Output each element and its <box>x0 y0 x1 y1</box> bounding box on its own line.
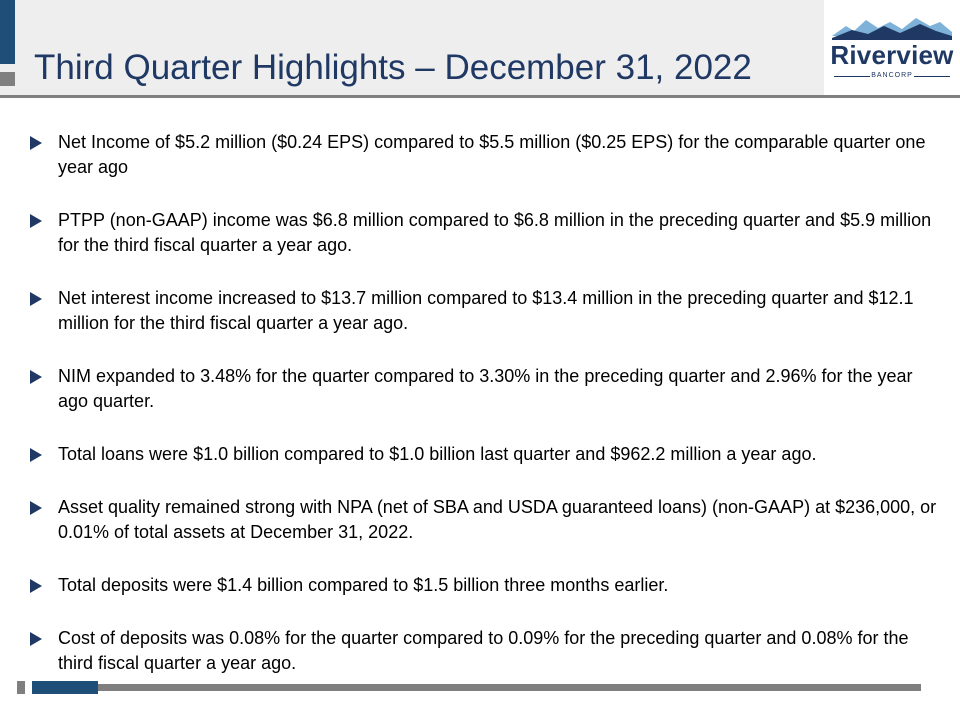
triangle-bullet-icon <box>30 579 42 593</box>
triangle-bullet-icon <box>30 370 42 384</box>
highlight-item <box>30 130 940 180</box>
logo-name: Riverview <box>830 40 954 70</box>
highlight-item <box>30 364 940 414</box>
highlight-text: Net Income of $5.2 million ($0.24 EPS) compared to $5.5 million ($0.25 EPS) for the comparable quarter one year ago <box>58 132 926 177</box>
mountain-logo-icon <box>832 14 952 40</box>
logo-subtitle-row <box>832 71 952 81</box>
highlight-text: PTPP (non-GAAP) income was $6.8 million compared to $6.8 million in the preceding quarter and $5.9 million for the third fiscal quarter a year ago. <box>58 210 932 255</box>
triangle-bullet-icon <box>30 292 42 306</box>
highlight-text: Asset quality remained strong with NPA (net of SBA and USDA guaranteed loans) (non-GAAP) at $236,000, or 0.01% of total assets at December 31, 2022. <box>58 497 937 542</box>
footer-divider <box>98 684 921 691</box>
header-accent-bar <box>0 0 15 64</box>
footer-accent-bar <box>32 681 98 694</box>
logo-subtitle: BANCORP <box>871 72 913 79</box>
highlight-text: Total loans were $1.0 billion compared to $1.0 billion last quarter and $962.2 million a year ago. <box>58 444 817 464</box>
triangle-bullet-icon <box>30 501 42 515</box>
highlight-text: Net interest income increased to $13.7 million compared to $13.4 million in the preceding quarter and $12.1 million for the third fiscal quarter a year ago. <box>58 288 914 333</box>
triangle-bullet-icon <box>30 632 42 646</box>
highlight-item <box>30 208 940 258</box>
highlights-list <box>30 130 940 704</box>
footer-accent-square <box>17 681 25 694</box>
logo-rule-right <box>914 76 950 77</box>
highlight-item <box>30 495 940 545</box>
triangle-bullet-icon <box>30 448 42 462</box>
triangle-bullet-icon <box>30 136 42 150</box>
page-title: Third Quarter Highlights – December 31, 2022 <box>34 48 752 87</box>
highlight-text: Cost of deposits was 0.08% for the quarter compared to 0.09% for the preceding quarter and 0.08% for the third fiscal quarter a year ago. <box>58 628 909 673</box>
header-divider <box>0 95 960 98</box>
highlight-item <box>30 573 940 598</box>
highlight-item <box>30 286 940 336</box>
highlight-item <box>30 626 940 676</box>
logo <box>824 0 960 95</box>
highlight-item <box>30 442 940 467</box>
highlight-text: Total deposits were $1.4 billion compared to $1.5 billion three months earlier. <box>58 575 669 595</box>
highlight-text: NIM expanded to 3.48% for the quarter compared to 3.30% in the preceding quarter and 2.96% for the year ago quarter. <box>58 366 913 411</box>
header-accent-square <box>0 72 15 86</box>
triangle-bullet-icon <box>30 214 42 228</box>
